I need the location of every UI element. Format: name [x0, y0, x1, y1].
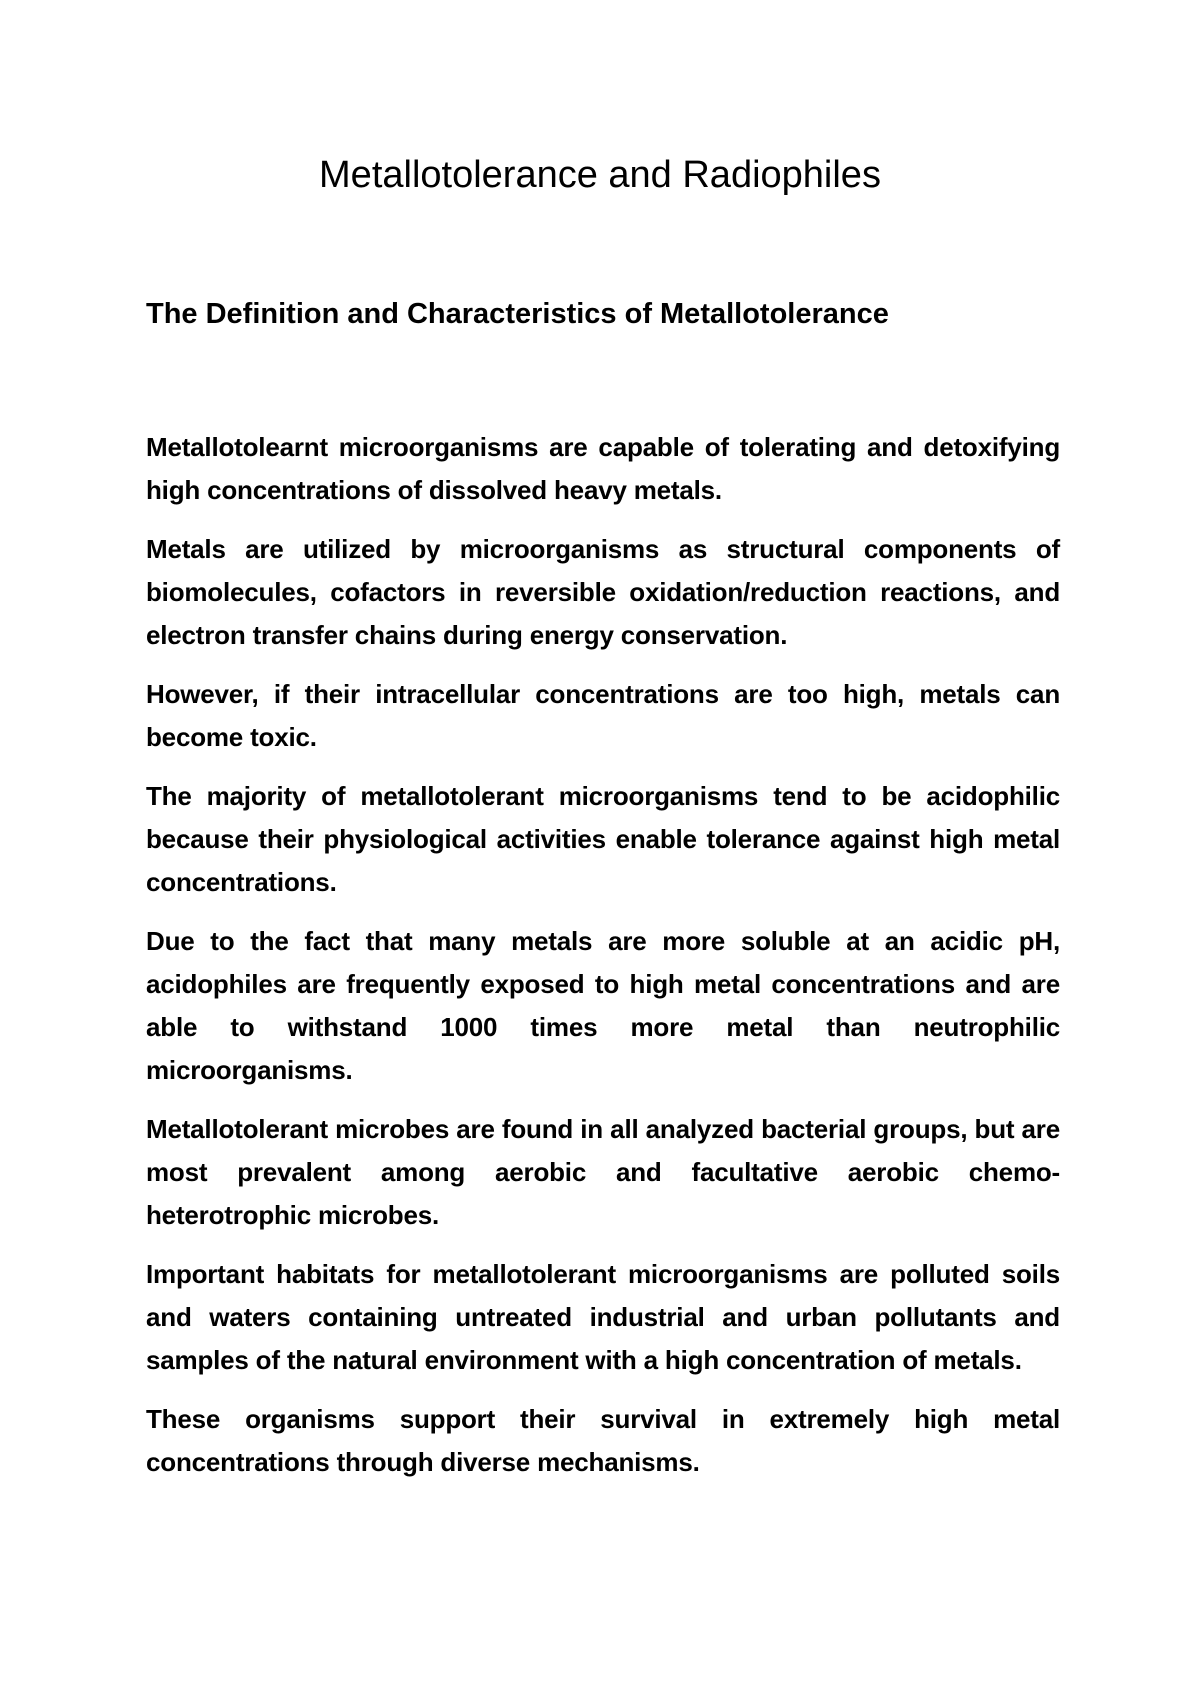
paragraph: These organisms support their survival in extremely high metal concentrations through diverse mechanisms. [146, 1404, 1060, 1477]
paragraph: Metallotolerant microbes are found in all analyzed bacterial groups, but are most prevalent among aerobic and facultative aerobic chemo-heterotrophic microbes. [146, 1114, 1060, 1230]
paragraph: Due to the fact that many metals are more soluble at an acidic pH, acidophiles are frequently exposed to high metal concentrations and are able to withstand 1000 times more metal than neutrophilic microorganisms. [146, 926, 1060, 1085]
paragraph: However, if their intracellular concentrations are too high, metals can become toxic. [146, 679, 1060, 752]
document-title: Metallotolerance and Radiophiles [319, 154, 881, 196]
body-text [146, 426, 1060, 1500]
section-heading: The Definition and Characteristics of Metallotolerance [146, 298, 889, 330]
paragraph: Metals are utilized by microorganisms as structural components of biomolecules, cofactors in reversible oxidation/reduction reactions, and electron transfer chains during energy conservation. [146, 534, 1060, 650]
paragraph: Metallotolearnt microorganisms are capable of tolerating and detoxifying high concentrations of dissolved heavy metals. [146, 432, 1060, 505]
paragraph: Important habitats for metallotolerant microorganisms are polluted soils and waters containing untreated industrial and urban pollutants and samples of the natural environment with a high concentration of metals. [146, 1259, 1060, 1375]
paragraph: The majority of metallotolerant microorganisms tend to be acidophilic because their physiological activities enable tolerance against high metal concentrations. [146, 781, 1060, 897]
